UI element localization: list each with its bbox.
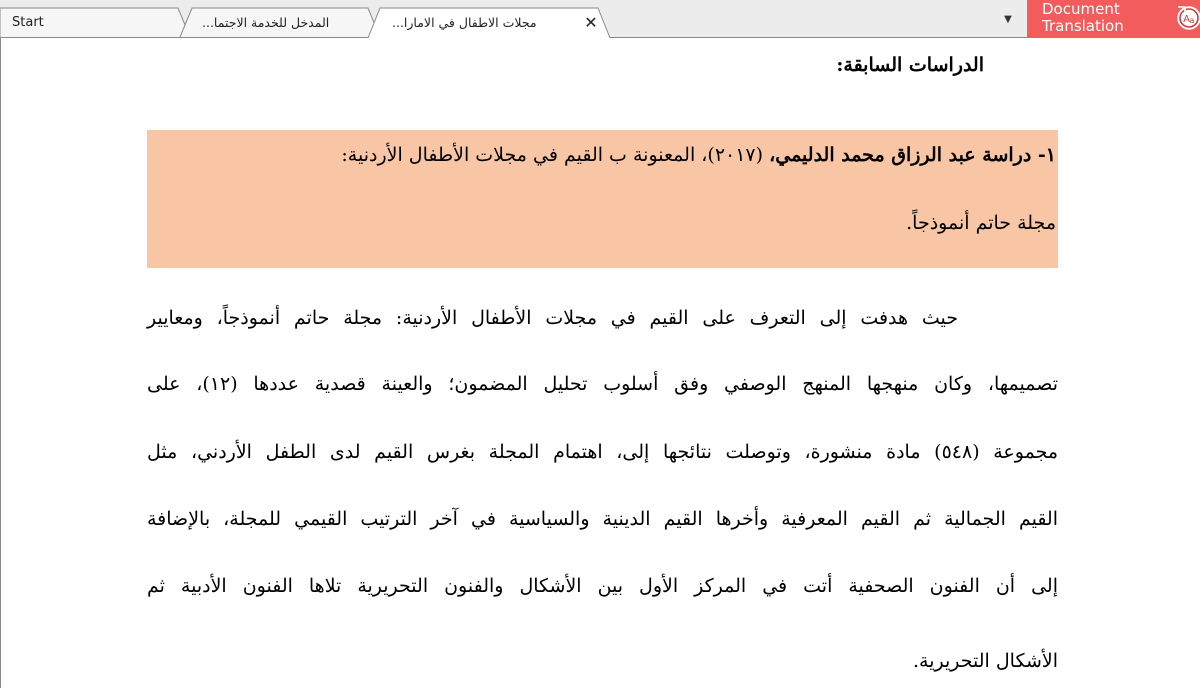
tab-social-service-intro[interactable]: ...المدخل للخدمة الاجتما xyxy=(202,15,330,30)
svg-text:A: A xyxy=(1183,14,1191,25)
svg-text:a: a xyxy=(1189,16,1195,25)
study-title-rest: (٢٠١٧)، المعنونة ب القيم في مجلات الأطفال الأردنية: xyxy=(341,144,770,166)
close-icon[interactable]: ✕ xyxy=(584,13,598,32)
document-page xyxy=(0,38,1200,688)
paragraph-line: القيم الجمالية ثم القيم المعرفية وأخرها القيم الدينية والسياسية في آخر الترتيب القيمي للمجلة، بالإضافة xyxy=(147,508,1058,530)
document-translation-line2: Translation xyxy=(1042,17,1124,35)
study-title-line2: مجلة حاتم أنموذجاً. xyxy=(906,212,1056,234)
tab-start[interactable]: Start xyxy=(12,15,44,30)
paragraph-line: حيث هدفت إلى التعرف على القيم في مجلات الأطفال الأردنية: مجلة حاتم أنموذجاً، ومعايير xyxy=(147,307,958,329)
paragraph-line: الأشكال التحريرية. xyxy=(913,650,1058,672)
study-title-line1 xyxy=(341,141,1056,169)
tab-bar xyxy=(0,0,1200,38)
paragraph-line: تصميمها، وكان منهجها المنهج الوصفي وفق أسلوب تحليل المضمون؛ والعينة قصدية عددها (١٢)، على xyxy=(147,373,1058,395)
study-title-bold: ١- دراسة عبد الرزاق محمد الدليمي، xyxy=(769,144,1056,166)
translate-icon xyxy=(1175,2,1200,32)
document-translation-label xyxy=(1042,1,1152,35)
paragraph-line: مجموعة (٥٤٨) مادة منشورة، وتوصلت نتائجها إلى، اهتمام المجلة بغرس القيم لدى الطفل الأردني، مثل xyxy=(147,441,1059,463)
dropdown-arrow-icon[interactable]: ▼ xyxy=(1004,14,1012,25)
document-translation-button[interactable] xyxy=(1027,0,1200,38)
tab-children-magazines-emirates[interactable]: ...مجلات الاطفال في الامارا xyxy=(392,15,537,30)
section-heading: الدراسات السابقة: xyxy=(836,54,984,76)
document-translation-line1: Document xyxy=(1042,0,1120,18)
paragraph-line: إلى أن الفنون الصحفية أتت في المركز الأول بين الأشكال والفنون التحريرية تلاها الفنون الأدبية ثم xyxy=(147,575,1058,597)
